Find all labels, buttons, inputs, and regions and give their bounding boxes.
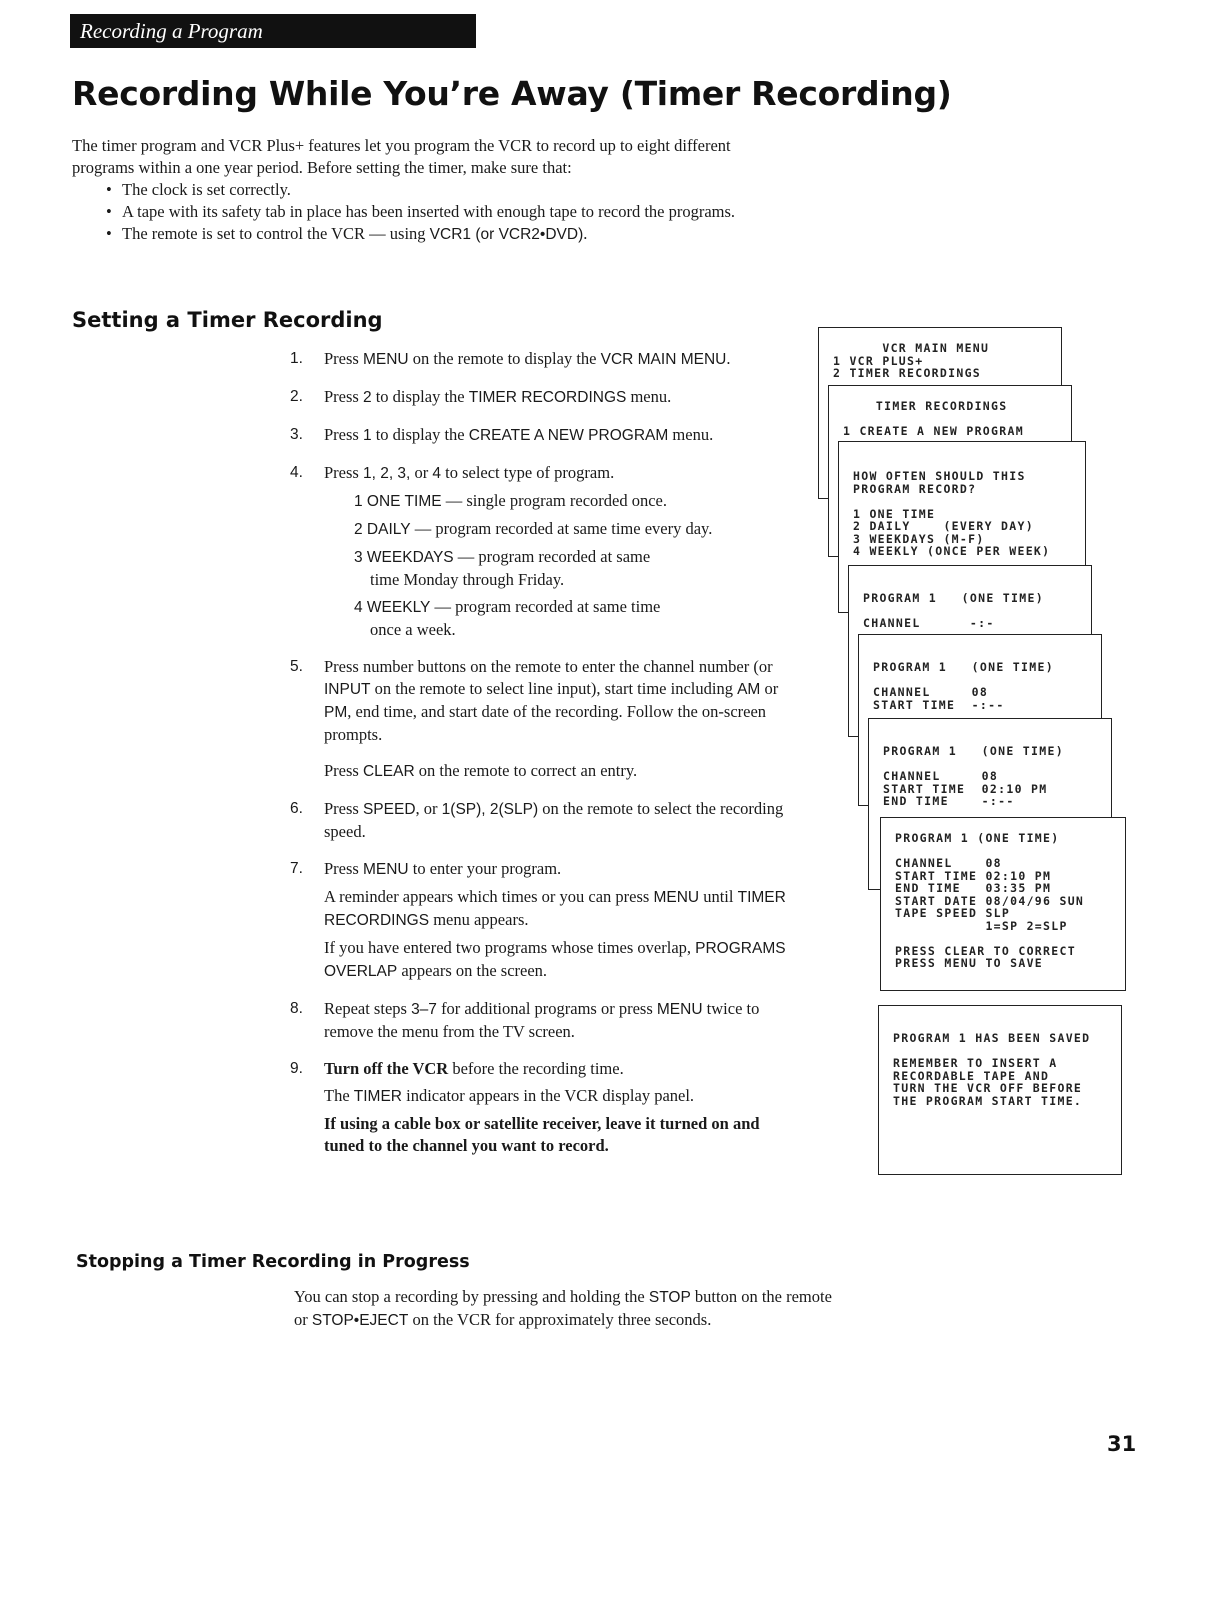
step-7 — [290, 858, 800, 983]
step-text: menu appears. — [429, 910, 529, 929]
key-label: MENU — [362, 861, 409, 878]
step-1 — [290, 348, 800, 371]
step-note — [324, 886, 800, 932]
step-text: on the remote to correct an entry. — [414, 761, 638, 780]
stop-text: button on the remote or — [294, 1287, 832, 1329]
screen-line: VCR MAIN MENU — [833, 341, 990, 355]
step-text: A reminder appears which times or you can press — [324, 887, 654, 906]
stopping-paragraph — [294, 1286, 834, 1332]
bullet-item — [122, 223, 792, 246]
option-label: 3 WEEKDAYS — [354, 549, 454, 566]
key-label: AM — [737, 681, 761, 698]
bullet-text: The remote is set to control the VCR — using — [122, 224, 430, 243]
section-banner: Recording a Program — [70, 14, 476, 48]
intro-bullets — [72, 179, 792, 246]
screen-line: 1 VCR PLUS+ — [833, 353, 924, 368]
step-note — [324, 760, 800, 783]
setting-heading: Setting a Timer Recording — [72, 308, 383, 332]
key-label: PROGRAMS OVERLAP — [324, 940, 786, 980]
step-text: to select type of program. — [441, 463, 615, 482]
step-text: until — [699, 887, 738, 906]
screen-line: START TIME -:-- — [873, 697, 1005, 712]
key-label: TIMER RECORDINGS — [468, 389, 627, 406]
screen-line: TURN THE VCR OFF BEFORE — [893, 1081, 1083, 1095]
screen-line: 3 WEEKDAYS (M-F) — [853, 531, 985, 546]
screen-line: 1 ONE TIME — [853, 506, 936, 521]
key-label: MENU — [653, 889, 700, 906]
key-label: SPEED — [362, 801, 416, 818]
step-text: on the remote to select the recording speed. — [324, 799, 784, 841]
step-text: to display the — [371, 387, 469, 406]
screen-line: PRESS MENU TO SAVE — [895, 956, 1044, 970]
step-text: or — [410, 463, 433, 482]
option-label: 4 WEEKLY — [354, 599, 431, 616]
bullet-text: A tape with its safety tab in place has been inserted with enough tape to record the programs. — [122, 202, 736, 221]
stopping-heading: Stopping a Timer Recording in Progress — [76, 1252, 470, 1272]
step-text: menu. — [626, 387, 672, 406]
key-label: MENU — [656, 1001, 703, 1018]
option-weekly — [354, 596, 800, 641]
step-text: Press — [324, 425, 363, 444]
bullet-item — [122, 179, 792, 201]
option-text: — program recorded at same time every day. — [410, 519, 713, 538]
option-text: once a week. — [370, 620, 456, 639]
screen-line: CHANNEL 08 — [883, 769, 999, 783]
step-number: 7. — [290, 860, 303, 877]
key-label: 2 — [362, 389, 372, 406]
step-number: 2. — [290, 388, 303, 405]
bullet-item — [122, 201, 792, 223]
screen-line: HOW OFTEN SHOULD THIS — [853, 469, 1026, 483]
intro-paragraph: The timer program and VCR Plus+ features let you program the VCR to record up to eight different programs within a one year period. Before setting the timer, make sure that: — [72, 136, 731, 177]
bullet-text: . — [583, 224, 588, 243]
bullet-text: The clock is set correctly. — [122, 180, 291, 199]
option-text: — program recorded at same — [453, 547, 651, 566]
step-text: indicator appears in the VCR display panel. — [402, 1086, 695, 1105]
screen-line — [853, 495, 1085, 508]
step-text: or — [760, 679, 779, 698]
key-label: 1, 2, 3, — [362, 465, 411, 482]
screen-line: 1=SP 2=SLP — [895, 918, 1068, 933]
step-text: Press — [324, 349, 363, 368]
key-label: 1 — [362, 427, 372, 444]
step-text: . — [726, 349, 731, 368]
option-daily — [354, 518, 800, 541]
key-label: CLEAR — [362, 763, 415, 780]
step-text: Press — [324, 799, 363, 818]
screen-line: CHANNEL 08 — [873, 685, 989, 699]
key-label: VCR MAIN MENU — [600, 351, 727, 368]
step-text: twice to remove the menu from the TV screen. — [324, 999, 760, 1041]
step-9 — [290, 1058, 800, 1157]
step-text: to enter your program. — [408, 859, 562, 878]
page-title: Recording While You’re Away (Timer Recording) — [72, 74, 952, 113]
screen-line: PROGRAM 1 (ONE TIME) — [863, 591, 1044, 605]
screen-line: 1 CREATE A NEW PROGRAM — [843, 424, 1024, 438]
key-label: 4 — [432, 465, 441, 482]
screen-line: TAPE SPEED SLP — [895, 906, 1011, 920]
step-3 — [290, 424, 800, 447]
key-label: STOP — [648, 1289, 691, 1306]
screen-line: 2 DAILY (EVERY DAY) — [853, 519, 1034, 533]
screen-line: TIMER RECORDINGS — [843, 399, 1008, 413]
page-number: 31 — [1107, 1432, 1137, 1456]
screen-line: END TIME -:-- — [883, 794, 1015, 808]
step-text: before the recording time. — [448, 1059, 624, 1078]
screen-line: CHANNEL -:- — [863, 616, 995, 630]
step-text: Press — [324, 859, 363, 878]
step-4 — [290, 462, 800, 641]
screen-line: REMEMBER TO INSERT A — [893, 1056, 1058, 1070]
step-text: on the remote to select line input), start time including — [370, 679, 738, 698]
step-8 — [290, 998, 800, 1043]
step-number: 3. — [290, 426, 303, 443]
step-text: The — [324, 1086, 354, 1105]
screen-line: CHANNEL 08 — [895, 856, 1002, 870]
screen-line: START DATE 08/04/96 SUN — [895, 893, 1085, 908]
screen-line: RECORDABLE TAPE AND — [893, 1068, 1050, 1083]
option-text: — program recorded at same time — [430, 597, 661, 616]
key-label: MENU — [362, 351, 409, 368]
screen-line: PROGRAM 1 HAS BEEN SAVED — [893, 1031, 1091, 1045]
step-text-bold: Turn off the VCR — [324, 1059, 449, 1078]
screen-line: START TIME 02:10 PM — [895, 868, 1052, 883]
step-text: for additional programs or press — [436, 999, 657, 1018]
screen-line — [895, 932, 1125, 945]
screen-line: THE PROGRAM START TIME. — [893, 1093, 1083, 1108]
key-label: STOP•EJECT — [311, 1312, 409, 1329]
step-text: Press — [324, 387, 363, 406]
step-number: 5. — [290, 658, 303, 675]
step-text: Press — [324, 761, 363, 780]
step-6 — [290, 798, 800, 843]
step-note — [324, 937, 800, 983]
screen-line: PROGRAM RECORD? — [853, 481, 977, 496]
key-label: TIMER RECORDINGS — [324, 889, 786, 929]
steps-list — [290, 348, 800, 1172]
option-text: — single program recorded once. — [441, 491, 667, 510]
step-text: to display the — [371, 425, 469, 444]
screen-line: START TIME 02:10 PM — [883, 781, 1048, 796]
screen-program-full — [880, 817, 1126, 991]
bullet-keyword: VCR1 (or VCR2•DVD) — [429, 226, 584, 243]
step-text: Repeat steps — [324, 999, 412, 1018]
screen-program-saved — [878, 1005, 1122, 1175]
step-warning: If using a cable box or satellite receiver, leave it turned on and tuned to the channel you want to record. — [324, 1114, 760, 1155]
key-label: 3–7 — [411, 1001, 437, 1018]
step-number: 1. — [290, 350, 303, 367]
stop-text: You can stop a recording by pressing and holding the — [294, 1287, 649, 1306]
screen-line: PRESS CLEAR TO CORRECT — [895, 943, 1076, 958]
option-weekdays — [354, 546, 800, 591]
step-number: 6. — [290, 800, 303, 817]
step-text: menu. — [668, 425, 714, 444]
step-5 — [290, 656, 800, 783]
screen-line: 4 WEEKLY (ONCE PER WEEK) — [853, 544, 1051, 558]
key-label: PM — [324, 704, 348, 721]
step-text: on the remote to display the — [408, 349, 601, 368]
step-text: If you have entered two programs whose times overlap, — [324, 938, 696, 957]
screen-line: PROGRAM 1 (ONE TIME) — [895, 831, 1060, 845]
key-label: 1(SP), 2(SLP) — [441, 801, 539, 818]
option-label: 2 DAILY — [354, 521, 411, 538]
screen-line: 2 TIMER RECORDINGS — [833, 366, 982, 380]
option-label: 1 ONE TIME — [354, 493, 442, 510]
option-one-time — [354, 490, 800, 513]
key-label: INPUT — [324, 681, 371, 698]
step-number: 9. — [290, 1060, 303, 1077]
screen-line: END TIME 03:35 PM — [895, 881, 1052, 895]
key-label: CREATE A NEW PROGRAM — [468, 427, 669, 444]
step-text: Press number buttons on the remote to enter the channel number (or — [324, 657, 773, 676]
intro — [72, 135, 792, 246]
step-number: 8. — [290, 1000, 303, 1017]
step-text: , end time, and start date of the recording. Follow the on-screen prompts. — [324, 702, 767, 744]
step-note — [324, 1085, 800, 1108]
screen-line: PROGRAM 1 (ONE TIME) — [873, 660, 1054, 674]
step-number: 4. — [290, 464, 303, 481]
key-label: TIMER — [353, 1088, 402, 1105]
screen-line: PROGRAM 1 (ONE TIME) — [883, 744, 1064, 758]
step-text: Press — [324, 463, 363, 482]
step-text: appears on the screen. — [397, 961, 548, 980]
step-text: , or — [415, 799, 442, 818]
stop-text: on the VCR for approximately three seconds. — [408, 1310, 712, 1329]
option-text: time Monday through Friday. — [370, 570, 565, 589]
step-2 — [290, 386, 800, 409]
